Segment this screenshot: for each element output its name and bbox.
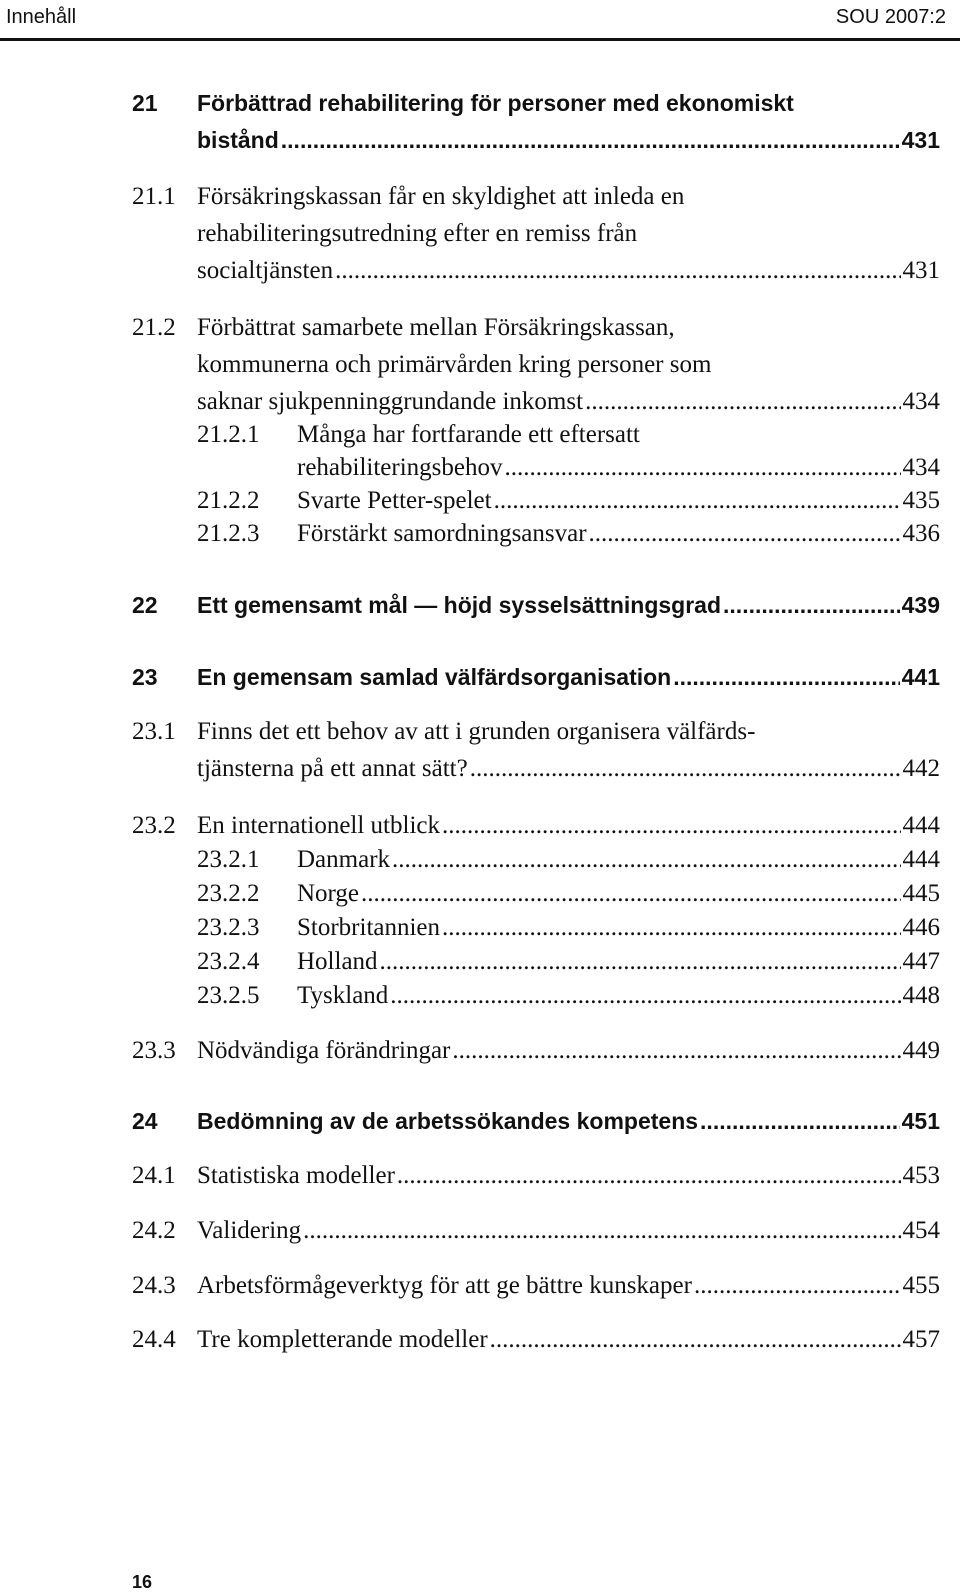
running-header-report-id: SOU 2007:2: [835, 6, 946, 28]
toc-entry-title: Finns det ett behov av att i grunden organisera välfärds-: [197, 718, 756, 745]
toc-entry-title: Bedömning av de arbetssökandes kompetens: [197, 1108, 699, 1134]
toc-entry-number: 23.2.1: [197, 846, 260, 873]
toc-page-number: 446: [902, 914, 940, 941]
toc-entry-number: 21.2.3: [197, 520, 260, 547]
toc-entry-number: 21.2: [132, 314, 176, 341]
toc-entry-number: 21.2.1: [197, 421, 260, 448]
toc-entry-number: 22: [132, 592, 158, 618]
toc-entry-title: Ett gemensamt mål — höjd sysselsättningsgrad: [197, 592, 722, 618]
dot-leader: [723, 592, 900, 619]
toc-page-number: 449: [902, 1037, 940, 1064]
toc-section-21-2-line3[interactable]: [0, 388, 960, 422]
toc-entry-title: Förbättrad rehabilitering för personer med ekonomiskt: [197, 90, 794, 116]
toc-subsection-23-2-1[interactable]: [0, 846, 960, 880]
toc-entry-number: 24: [132, 1108, 158, 1134]
toc-entry-title: kommunerna och primärvården kring personer som: [197, 351, 712, 378]
toc-entry-title: Danmark: [297, 846, 391, 873]
toc-subsection-23-2-3[interactable]: [0, 914, 960, 948]
toc-entry-title: En gemensam samlad välfärdsorganisation: [197, 664, 672, 690]
toc-entry-number: 21.2.2: [197, 487, 260, 514]
toc-page-number: 457: [902, 1326, 940, 1353]
toc-entry-title: Validering: [197, 1217, 302, 1244]
dot-leader: [505, 454, 901, 482]
toc-entry-title: Tyskland: [297, 982, 389, 1009]
toc-page-number: 445: [902, 880, 940, 907]
toc-entry-title: Många har fortfarande ett eftersatt: [297, 421, 640, 448]
toc-entry-number: 21: [132, 90, 158, 116]
toc-page-number: 451: [901, 1108, 940, 1134]
toc-section-24-2[interactable]: [0, 1217, 960, 1251]
toc-entry-title: bistånd: [197, 127, 279, 153]
toc-section-21-1-line3[interactable]: [0, 257, 960, 291]
toc-chapter-22[interactable]: [0, 592, 960, 626]
dot-leader: [281, 127, 900, 154]
toc-entry-title: socialtjänsten: [197, 257, 334, 284]
header-rule: [0, 38, 960, 41]
toc-entry-title: Försäkringskassan får en skyldighet att inleda en: [197, 183, 685, 210]
toc-page-number: 431: [902, 257, 940, 284]
toc-entry-title: Holland: [297, 948, 378, 975]
toc-page-number: 441: [901, 664, 940, 690]
toc-section-21-2-line1: [0, 314, 960, 348]
toc-subsection-21-2-1-line1: [0, 421, 960, 455]
toc-page-number: 439: [901, 592, 940, 618]
toc-section-21-2-line2: [0, 351, 960, 385]
toc-page-number: 444: [902, 812, 940, 839]
toc-entry-number: 23.1: [132, 718, 176, 745]
toc-entry-title: rehabiliteringsbehov: [297, 454, 503, 481]
dot-leader: [442, 812, 901, 840]
toc-entry-title: Arbetsförmågeverktyg för att ge bättre kunskaper: [197, 1272, 692, 1299]
dot-leader: [380, 948, 901, 976]
toc-page-number: 435: [902, 487, 940, 514]
toc-entry-title: rehabiliteringsutredning efter en remiss från: [197, 220, 638, 247]
toc-entry-number: 23.2.4: [197, 948, 260, 975]
toc-entry-title: Förbättrat samarbete mellan Försäkringskassan,: [197, 314, 675, 341]
dot-leader: [335, 257, 900, 285]
toc-section-23-1-line2[interactable]: [0, 755, 960, 789]
toc-page-number: 442: [902, 755, 940, 782]
toc-chapter-21-line1: [0, 90, 960, 124]
toc-entry-title: Storbritannien: [297, 914, 441, 941]
dot-leader: [490, 1326, 901, 1354]
dot-leader: [470, 755, 901, 783]
toc-entry-title: tjänsterna på ett annat sätt?: [197, 755, 468, 782]
toc-subsection-21-2-3[interactable]: [0, 520, 960, 554]
toc-section-21-1-line1: [0, 183, 960, 217]
dot-leader: [694, 1272, 901, 1300]
toc-section-24-1[interactable]: [0, 1162, 960, 1196]
dot-leader: [589, 520, 901, 548]
toc-entry-title: Nödvändiga förändringar: [197, 1037, 451, 1064]
toc-entry-title: Förstärkt samordningsansvar: [297, 520, 587, 547]
toc-subsection-21-2-1-line2[interactable]: [0, 454, 960, 488]
toc-subsection-23-2-2[interactable]: [0, 880, 960, 914]
dot-leader: [397, 1162, 901, 1190]
toc-entry-title: Svarte Petter-spelet: [297, 487, 492, 514]
toc-entry-number: 24.2: [132, 1217, 176, 1244]
toc-entry-number: 24.4: [132, 1326, 176, 1353]
toc-page-number: 453: [902, 1162, 940, 1189]
dot-leader: [361, 880, 900, 908]
toc-chapter-23[interactable]: [0, 664, 960, 698]
toc-chapter-21-line2[interactable]: [0, 127, 960, 161]
toc-page-number: 455: [902, 1272, 940, 1299]
toc-entry-title: En internationell utblick: [197, 812, 440, 839]
toc-entry-number: 23.2.2: [197, 880, 260, 907]
toc-subsection-23-2-4[interactable]: [0, 948, 960, 982]
toc-subsection-21-2-2[interactable]: [0, 487, 960, 521]
toc-section-23-1-line1: [0, 718, 960, 752]
dot-leader: [585, 388, 900, 416]
toc-entry-title: Norge: [297, 880, 360, 907]
toc-entry-number: 23.3: [132, 1037, 176, 1064]
toc-entry-number: 24.1: [132, 1162, 176, 1189]
toc-entry-number: 24.3: [132, 1272, 176, 1299]
dot-leader: [392, 846, 900, 874]
toc-subsection-23-2-5[interactable]: [0, 982, 960, 1016]
toc-page-number: 454: [902, 1217, 940, 1244]
dot-leader: [494, 487, 901, 515]
toc-entry-number: 23: [132, 664, 158, 690]
toc-section-24-4[interactable]: [0, 1326, 960, 1360]
toc-entry-number: 21.1: [132, 183, 176, 210]
toc-chapter-24[interactable]: [0, 1108, 960, 1142]
toc-entry-number: 23.2: [132, 812, 176, 839]
dot-leader: [303, 1217, 900, 1245]
running-header-section: Innehåll: [6, 6, 77, 28]
toc-page-number: 448: [902, 982, 940, 1009]
toc-section-23-2[interactable]: [0, 812, 960, 846]
dot-leader: [390, 982, 900, 1010]
page-number: 16: [132, 1572, 153, 1592]
toc-entry-number: 23.2.3: [197, 914, 260, 941]
toc-entry-number: 23.2.5: [197, 982, 260, 1009]
toc-entry-title: Tre kompletterande modeller: [197, 1326, 488, 1353]
toc-page-number: 447: [902, 948, 940, 975]
toc-section-24-3[interactable]: [0, 1272, 960, 1306]
toc-entry-title: saknar sjukpenninggrundande inkomst: [197, 388, 584, 415]
toc-section-23-3[interactable]: [0, 1037, 960, 1071]
dot-leader: [673, 664, 899, 691]
toc-section-21-1-line2: [0, 220, 960, 254]
dot-leader: [452, 1037, 900, 1065]
dot-leader: [442, 914, 900, 942]
toc-page-number: 431: [901, 127, 940, 153]
toc-page-number: 436: [902, 520, 940, 547]
dot-leader: [700, 1108, 900, 1135]
toc-page-number: 434: [902, 454, 940, 481]
toc-page-number: 434: [902, 388, 940, 415]
toc-page-number: 444: [902, 846, 940, 873]
toc-entry-title: Statistiska modeller: [197, 1162, 395, 1189]
